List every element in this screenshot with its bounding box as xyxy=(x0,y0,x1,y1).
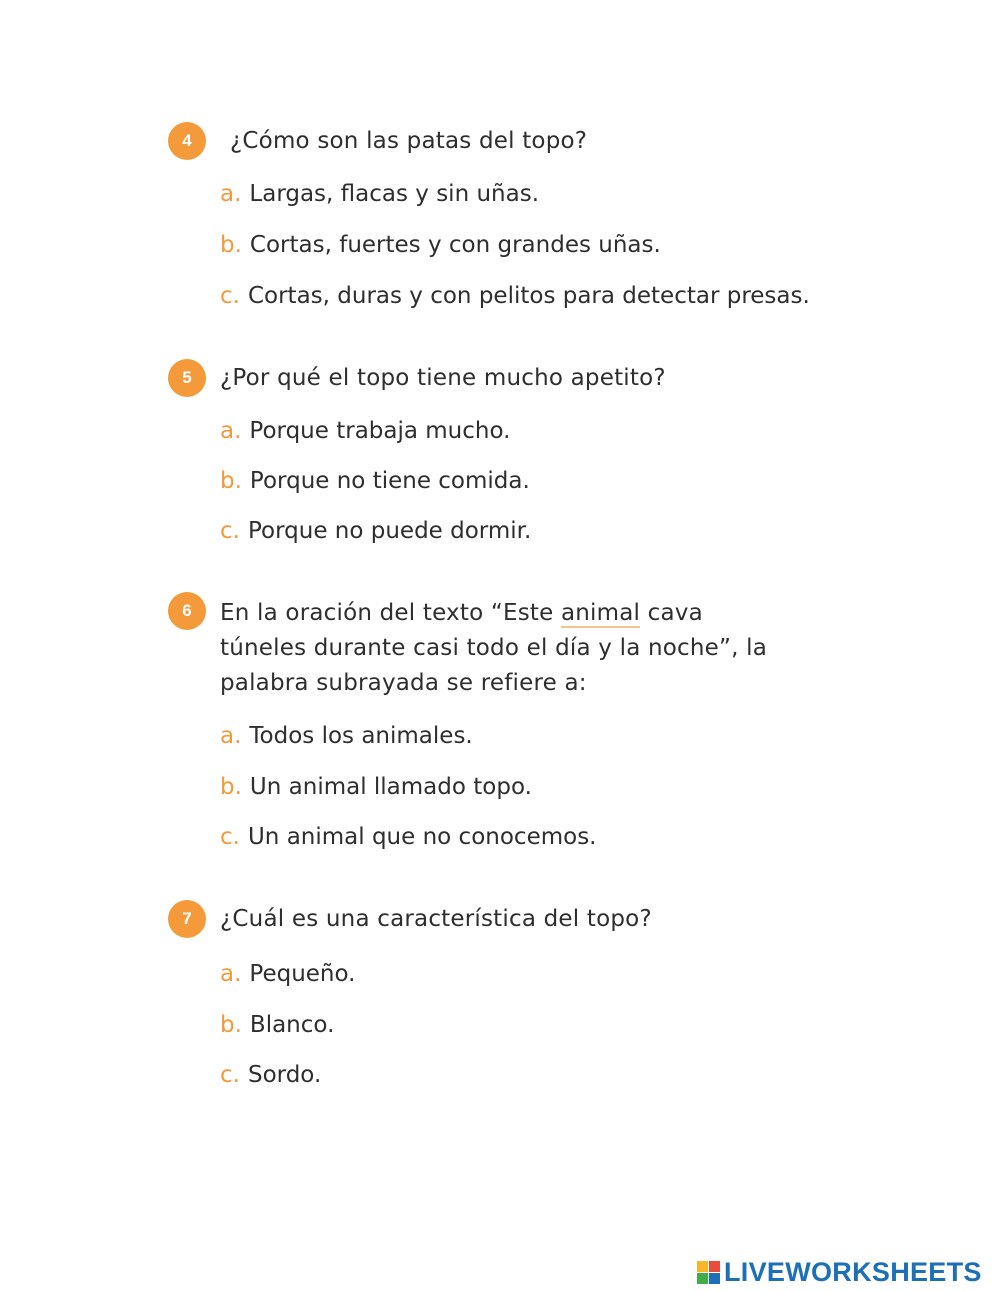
question-number-badge: 4 xyxy=(168,122,206,160)
option-c[interactable] xyxy=(220,515,531,547)
logo-mark-icon xyxy=(697,1261,720,1284)
question-text-before: En la oración del texto “Este xyxy=(220,600,561,626)
question-number-badge: 7 xyxy=(168,900,206,938)
option-a[interactable] xyxy=(220,178,539,210)
option-c[interactable] xyxy=(220,1059,321,1091)
option-text: Pequeño. xyxy=(249,961,356,987)
option-text: Todos los animales. xyxy=(249,723,473,749)
option-c[interactable] xyxy=(220,821,596,853)
option-a[interactable] xyxy=(220,720,473,752)
liveworksheets-logo[interactable] xyxy=(697,1257,982,1288)
option-text: Largas, flacas y sin uñas. xyxy=(249,181,540,207)
option-letter: a. xyxy=(220,181,242,207)
option-text: Sordo. xyxy=(247,1062,322,1088)
option-text: Porque no puede dormir. xyxy=(247,518,532,544)
option-b[interactable] xyxy=(220,465,530,497)
option-b[interactable] xyxy=(220,229,661,261)
question-text: ¿Cómo son las patas del topo? xyxy=(230,128,588,154)
logo-text: LIVEWORKSHEETS xyxy=(724,1257,982,1287)
option-text: Un animal llamado topo. xyxy=(249,774,532,800)
underlined-word: animal xyxy=(560,600,641,626)
option-letter: b. xyxy=(220,1012,242,1038)
question-text xyxy=(220,596,780,701)
option-c[interactable] xyxy=(220,280,810,312)
option-a[interactable] xyxy=(220,415,510,447)
option-letter: b. xyxy=(220,232,242,258)
option-b[interactable] xyxy=(220,771,532,803)
option-letter: b. xyxy=(220,468,242,494)
option-letter: c. xyxy=(220,283,240,309)
option-text: Un animal que no conocemos. xyxy=(247,824,597,850)
option-letter: c. xyxy=(220,518,240,544)
logo-square xyxy=(697,1273,708,1284)
option-text: Cortas, fuertes y con grandes uñas. xyxy=(249,232,661,258)
option-b[interactable] xyxy=(220,1009,334,1041)
logo-square xyxy=(709,1261,720,1272)
option-letter: a. xyxy=(220,723,242,749)
question-text: ¿Cuál es una característica del topo? xyxy=(220,906,652,932)
option-text: Cortas, duras y con pelitos para detectar presas. xyxy=(247,283,810,309)
question-number-badge: 5 xyxy=(168,359,206,397)
question-number-badge: 6 xyxy=(168,592,206,630)
option-letter: a. xyxy=(220,418,242,444)
option-letter: c. xyxy=(220,824,240,850)
option-text: Porque trabaja mucho. xyxy=(249,418,511,444)
logo-square xyxy=(709,1273,720,1284)
option-letter: c. xyxy=(220,1062,240,1088)
option-a[interactable] xyxy=(220,958,356,990)
option-text: Porque no tiene comida. xyxy=(249,468,530,494)
option-letter: a. xyxy=(220,961,242,987)
option-text: Blanco. xyxy=(249,1012,335,1038)
question-text-after: cava túneles durante casi todo el día y la noche”, la palabra subrayada se refiere a: xyxy=(220,600,768,696)
logo-square xyxy=(697,1261,708,1272)
question-text: ¿Por qué el topo tiene mucho apetito? xyxy=(220,365,666,391)
option-letter: b. xyxy=(220,774,242,800)
